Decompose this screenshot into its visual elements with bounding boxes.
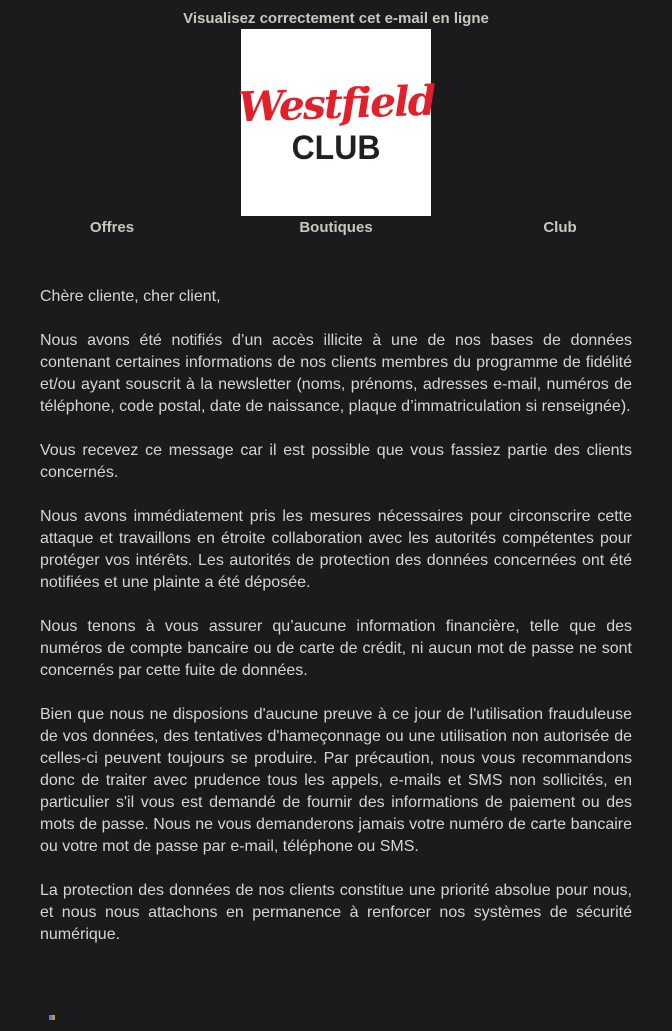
email-content [40,286,632,946]
nav-item-offres[interactable]: Offres [89,219,135,236]
westfield-logo-text: Westfield [237,76,435,132]
view-online-link[interactable]: Visualisez correctement cet e-mail en ligne [183,10,489,27]
nav-bar [0,219,672,236]
nav-item-boutiques[interactable]: Boutiques [299,219,373,236]
cut-off-image-fragment [49,1015,55,1020]
email-page [0,10,672,946]
paragraph-breach-notice: Nous avons été notifiés d’un accès illicite à une de nos bases de données contenant certaines informations de nos clients membres du programme de fidélité et/ou ayant souscrit à la newsletter (noms, prénoms, adresses e-mail, numéros de téléphone, code postal, date de naissance, plaque d’immatriculation si renseignée). [40,332,632,415]
paragraph-priority-statement: La protection des données de nos clients constitue une priorité absolue pour nous, et nous nous attachons en permanence à renforcer nos systèmes de sécurité numérique. [40,882,632,943]
paragraph-phishing-warning: Bien que nous ne disposions d'aucune preuve à ce jour de l'utilisation frauduleuse de vos données, des tentatives d'hameçonnage ou une utilisation non autorisée de celles-ci peuvent toujours se produire. Par précaution, nous vous recommandons donc de traiter avec prudence tous les appels, e-mails et SMS non sollicités, en particulier s'il vous est demandé de fournir des informations de paiement ou des mots de passe. Nous ne vous demanderons jamais votre numéro de carte bancaire ou votre mot de passe par e-mail, téléphone ou SMS. [40,706,632,855]
westfield-club-logo[interactable] [237,29,435,216]
nav-item-club[interactable]: Club [543,219,577,236]
club-logo-text: CLUB [291,127,381,167]
paragraph-measures-taken: Nous avons immédiatement pris les mesures nécessaires pour circonscrire cette attaque et travaillons en étroite collaboration avec les autorités compétentes pour protéger vos intérêts. Les autorités de protection des données concernées ont été notifiées et une plainte a été déposée. [40,508,632,591]
paragraph-recipient-scope: Vous recevez ce message car il est possible que vous fassiez partie des clients concernés. [40,442,632,481]
fragment-orange-pixel [52,1015,55,1020]
paragraph-greeting: Chère cliente, cher client, [40,288,221,305]
paragraph-no-financial-data: Nous tenons à vous assurer qu’aucune information financière, telle que des numéros de compte bancaire ou de carte de crédit, ni aucun mot de passe ne sont concernés par cette fuite de données. [40,618,632,679]
